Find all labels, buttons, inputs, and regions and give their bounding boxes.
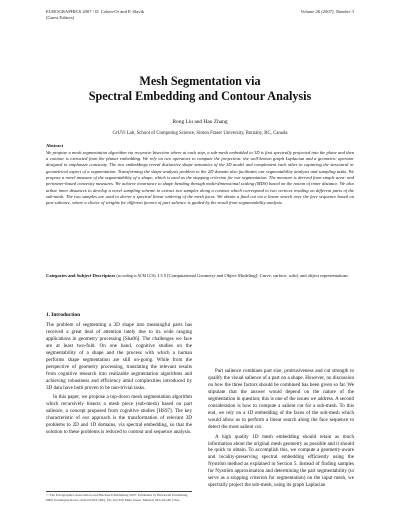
title-line-1: Mesh Segmentation via [139,74,261,88]
copyright-footnote: © The Eurographics Association and Blackwell Publishing 2007. Published by Blackwell Publishing, 9600 Garsington Road, Oxford OX4 2DQ, UK and 350 Main Street, Malden, MA 02148, USA. [46,493,189,502]
left-column [46,301,192,439]
section-heading-introduction: 1. Introduction [46,312,81,318]
affiliation: GrUVi Lab, School of Computing Science, Simon Fraser University, Burnaby, BC, Canada [112,131,288,136]
footnote-rule [46,491,192,492]
abstract-body: We propose a mesh segmentation algorithm via recursive bisection where at each step, a sub-mesh embedded in 3D is first spectrally projected into the plane and then a contour is extracted from the planar embedding. We rely on two operators to compute the projection: the well-known graph Laplacian and a geometric operator designed to emphasize concavity. The two embeddings reveal distinctive shape semantics of the 3D model and complement each other in capturing the structural or geometrical aspect of a segmentation. Transforming the shape analysis problem to the 2D domain also facilitates our segmentability analysis and sampling tasks. We propose a novel measure of the segmentability of a shape, which is used as the stopping criterion for our segmentation. The measure is derived from simple area- and perimeter-based convexity measures. We achieve invariance to shape bending through multi-dimensional scaling (MDS) based on the notion of inner distance. We also utilize inner distances to develop a novel sampling scheme to extract two samples along a contour which correspond to two vertices residing on different parts of the sub-mesh. The two samples are used to derive a spectral linear ordering of the mesh faces. We obtain a final cut via a linear search over the face sequence based on part salience, where a choice of weights for different factors of part salience is guided by the result from segmentability analysis. [46,149,354,206]
categories-label: Categories and Subject Descriptors [46,273,116,278]
paper-title [0,74,400,104]
categories-text: I.3.5 [Computational Geometry and Object Modeling]: Curve, surface, solid, and object representations [157,273,348,278]
conference-line: EUROGRAPHICS 2007 / D. Cohen-Or and P. Slavík [46,9,145,14]
right-column [208,368,354,492]
right-paragraph-2: A high quality 1D mesh embedding should retain as much information about the original mesh geometry as possible and it should be quick to obtain. To accomplish this, we compute a geometry-aware and locality-preserving spectral embedding efficiently using the Nyström method as explained in Section 5. Instead of finding samples for Nyström approximation and determining the part segmentability (to serve as a stopping criterion for segmentation) on the input mesh, we spectrally project the sub-mesh, using its graph Laplacian [208,433,354,489]
editors-line: (Guest Editors) [46,14,75,20]
intro-paragraph-1: The problem of segmenting a 3D shape into meaningful parts has received a great deal of attention lately due to its wide ranging applications in geometry processing [Sha06]. The challenges we face are at least two-fold. On one hand, cognitive studies on the segmentability of a shape and the process with which a human performs shape segmentation are still on-going. While from the perspective of geometry processing, translating the relevant results from cognitive research into realizable segmentation algorithms and achieving robustness and efficiency amid complexities introduced by 3D data have both proven to be non-trivial tasks. [46,321,192,391]
abstract-heading: Abstract [46,143,64,148]
acm-categories [46,273,354,279]
categories-qualifier: (according to ACM CCS): [116,274,157,278]
title-line-2: Spectral Embedding and Contour Analysis [88,89,312,103]
running-header-left [46,9,144,20]
running-header-right [301,9,354,15]
volume-line: Volume 26 (2007), Number 3 [300,9,354,14]
intro-paragraph-2: In this paper, we propose a top-down mesh segmentation algorithm which recursively bisects a mesh piece (sub-mesh) based on part salience, a concept proposed from cognitive studies [HS97]. The key characteristic of our approach is the transformation of relevant 3D problems to 2D and 1D domains, via spectral embedding, so that the solution to these problems is reduced to contour and sequence analysis. [46,394,192,436]
abstract [46,143,354,206]
right-paragraph-1: Part salience combines part size, protrusiveness and cut strength to qualify the visual salience of a part on a shape. However, no discussion on how the three factors should be combined has been given so far. We stipulate that the answer would depend on the nature of the segmentation in question; this is one of the issues we address. A second consideration is how to compute a salient cut for a sub-mesh. To this end, we rely on a 1D embedding of the faces of the sub-mesh which would allow us to perform a linear search along the face sequence to detect the most salient cut. [208,368,354,430]
authors: Rong Liu and Hao Zhang [172,119,228,125]
